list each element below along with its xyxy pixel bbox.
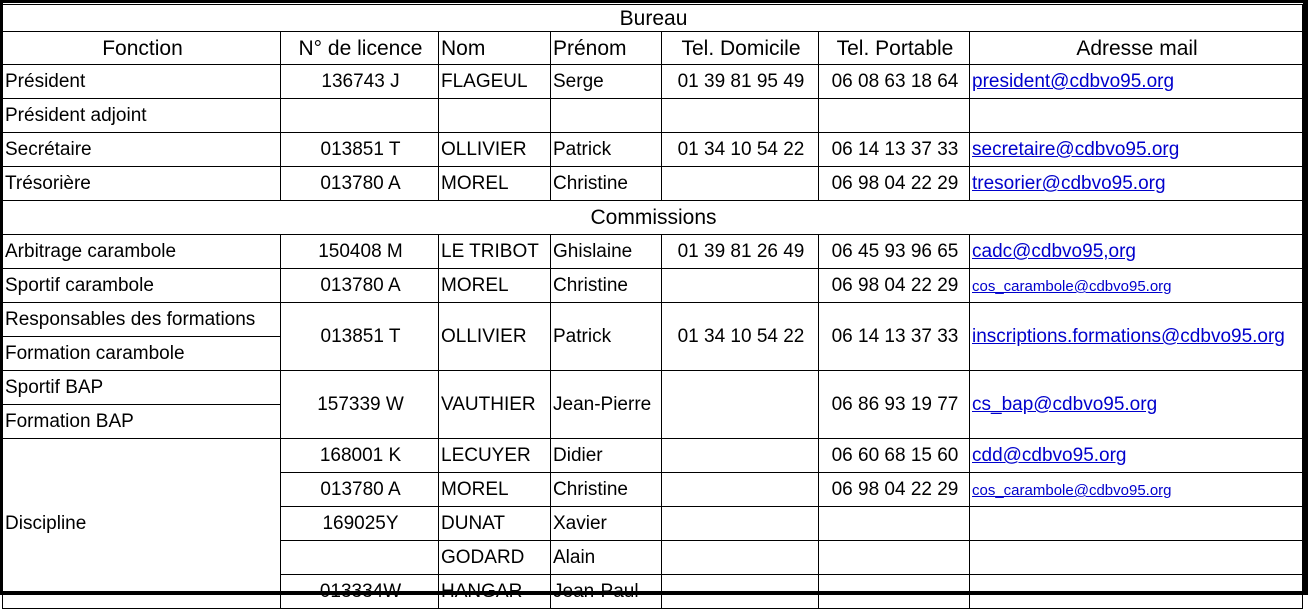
cell-tel-domicile [662, 269, 819, 303]
cell-fonction: Formation carambole [3, 337, 281, 371]
cell-prenom: Patrick [551, 133, 662, 167]
table-row [3, 269, 1303, 303]
cell-tel-portable: 06 14 13 37 33 [819, 133, 970, 167]
cell-fonction: Trésorière [3, 167, 281, 201]
cell-prenom: Jean-Pierre [551, 371, 662, 439]
cell-tel-portable: 06 08 63 18 64 [819, 65, 970, 99]
cell-nom: OLLIVIER [439, 303, 551, 371]
cell-licence: 136743 J [281, 65, 439, 99]
mail-link[interactable]: president@cdbvo95.org [972, 71, 1175, 92]
cell-fonction: Secrétaire [3, 133, 281, 167]
cell-fonction: Formation BAP [3, 405, 281, 439]
cell-tel-portable: 06 45 93 96 65 [819, 235, 970, 269]
header-nom: Nom [439, 32, 551, 65]
cell-nom [439, 99, 551, 133]
header-tel-domicile: Tel. Domicile [662, 32, 819, 65]
table-row [3, 303, 1303, 337]
cell-mail [970, 541, 1303, 575]
cell-licence: 013851 T [281, 303, 439, 371]
cell-fonction: Sportif BAP [3, 371, 281, 405]
cell-licence [281, 99, 439, 133]
mail-link[interactable]: cadc@cdbvo95,org [972, 241, 1136, 262]
contacts-table [2, 4, 1303, 609]
table-row [3, 133, 1303, 167]
cell-prenom: Ghislaine [551, 235, 662, 269]
cell-nom: LECUYER [439, 439, 551, 473]
cell-fonction: Arbitrage carambole [3, 235, 281, 269]
cell-tel-domicile [662, 439, 819, 473]
cell-nom: MOREL [439, 269, 551, 303]
cell-nom: OLLIVIER [439, 133, 551, 167]
mail-link[interactable]: cos_carambole@cdbvo95.org [972, 278, 1172, 295]
cell-mail [970, 167, 1303, 201]
cell-nom: MOREL [439, 167, 551, 201]
cell-tel-portable [819, 575, 970, 609]
cell-nom: HANGAR [439, 575, 551, 609]
cell-prenom: Alain [551, 541, 662, 575]
cell-tel-domicile [662, 473, 819, 507]
cell-fonction: Président [3, 65, 281, 99]
cell-mail [970, 133, 1303, 167]
cell-tel-portable [819, 541, 970, 575]
cell-fonction: Président adjoint [3, 99, 281, 133]
table-row [3, 371, 1303, 405]
cell-prenom: Serge [551, 65, 662, 99]
cell-tel-domicile [662, 99, 819, 133]
cell-licence: 169025Y [281, 507, 439, 541]
mail-link[interactable]: inscriptions.formations@cdbvo95.org [972, 326, 1285, 347]
cell-tel-portable: 06 86 93 19 77 [819, 371, 970, 439]
cell-tel-domicile: 01 34 10 54 22 [662, 133, 819, 167]
mail-link[interactable]: tresorier@cdbvo95.org [972, 173, 1166, 194]
cell-fonction: Responsables des formations [3, 303, 281, 337]
header-row [3, 32, 1303, 65]
cell-licence: 013780 A [281, 167, 439, 201]
cell-prenom [551, 99, 662, 133]
cell-tel-portable: 06 98 04 22 29 [819, 269, 970, 303]
cell-prenom: Jean-Paul [551, 575, 662, 609]
cell-mail [970, 439, 1303, 473]
mail-link[interactable]: cos_carambole@cdbvo95.org [972, 482, 1172, 499]
section-title-bureau: Bureau [3, 5, 1303, 32]
cell-nom: MOREL [439, 473, 551, 507]
cell-nom: VAUTHIER [439, 371, 551, 439]
table-row [3, 235, 1303, 269]
header-prenom: Prénom [551, 32, 662, 65]
section-row-commissions [3, 201, 1303, 235]
cell-licence: 013780 A [281, 473, 439, 507]
cell-mail [970, 507, 1303, 541]
cell-licence: 013780 A [281, 269, 439, 303]
cell-mail [970, 473, 1303, 507]
cell-tel-domicile: 01 39 81 26 49 [662, 235, 819, 269]
cell-tel-domicile [662, 507, 819, 541]
cell-tel-domicile [662, 541, 819, 575]
cell-nom: LE TRIBOT [439, 235, 551, 269]
cell-prenom: Christine [551, 269, 662, 303]
cell-tel-portable [819, 99, 970, 133]
cell-fonction: Sportif carambole [3, 269, 281, 303]
section-row-bureau [3, 5, 1303, 32]
cell-licence: 013334W [281, 575, 439, 609]
cell-prenom: Didier [551, 439, 662, 473]
cell-licence: 157339 W [281, 371, 439, 439]
cell-prenom: Xavier [551, 507, 662, 541]
table-row [3, 99, 1303, 133]
header-mail: Adresse mail [970, 32, 1303, 65]
mail-link[interactable]: cs_bap@cdbvo95.org [972, 394, 1158, 415]
cell-mail [970, 269, 1303, 303]
table-row [3, 167, 1303, 201]
cell-nom: GODARD [439, 541, 551, 575]
cell-tel-domicile: 01 39 81 95 49 [662, 65, 819, 99]
header-licence: N° de licence [281, 32, 439, 65]
table-row [3, 439, 1303, 473]
header-fonction: Fonction [3, 32, 281, 65]
cell-nom: DUNAT [439, 507, 551, 541]
cell-tel-domicile [662, 371, 819, 439]
mail-link[interactable]: secretaire@cdbvo95.org [972, 139, 1180, 160]
cell-mail [970, 65, 1303, 99]
cell-mail [970, 303, 1303, 371]
section-title-commissions: Commissions [3, 201, 1303, 235]
header-tel-portable: Tel. Portable [819, 32, 970, 65]
cell-mail [970, 371, 1303, 439]
cell-nom: FLAGEUL [439, 65, 551, 99]
cell-mail [970, 235, 1303, 269]
cell-mail [970, 575, 1303, 609]
cell-prenom: Patrick [551, 303, 662, 371]
cell-tel-domicile [662, 167, 819, 201]
cell-tel-portable: 06 14 13 37 33 [819, 303, 970, 371]
cell-tel-domicile [662, 575, 819, 609]
mail-link[interactable]: cdd@cdbvo95.org [972, 445, 1127, 466]
cell-tel-portable: 06 98 04 22 29 [819, 473, 970, 507]
cell-licence: 168001 K [281, 439, 439, 473]
cell-tel-portable: 06 98 04 22 29 [819, 167, 970, 201]
cell-tel-portable: 06 60 68 15 60 [819, 439, 970, 473]
cell-fonction: Discipline [3, 439, 281, 609]
cell-prenom: Christine [551, 167, 662, 201]
cell-tel-domicile: 01 34 10 54 22 [662, 303, 819, 371]
table-row [3, 65, 1303, 99]
cell-tel-portable [819, 507, 970, 541]
cell-licence: 013851 T [281, 133, 439, 167]
cell-licence: 150408 M [281, 235, 439, 269]
cell-prenom: Christine [551, 473, 662, 507]
cell-mail [970, 99, 1303, 133]
cell-licence [281, 541, 439, 575]
